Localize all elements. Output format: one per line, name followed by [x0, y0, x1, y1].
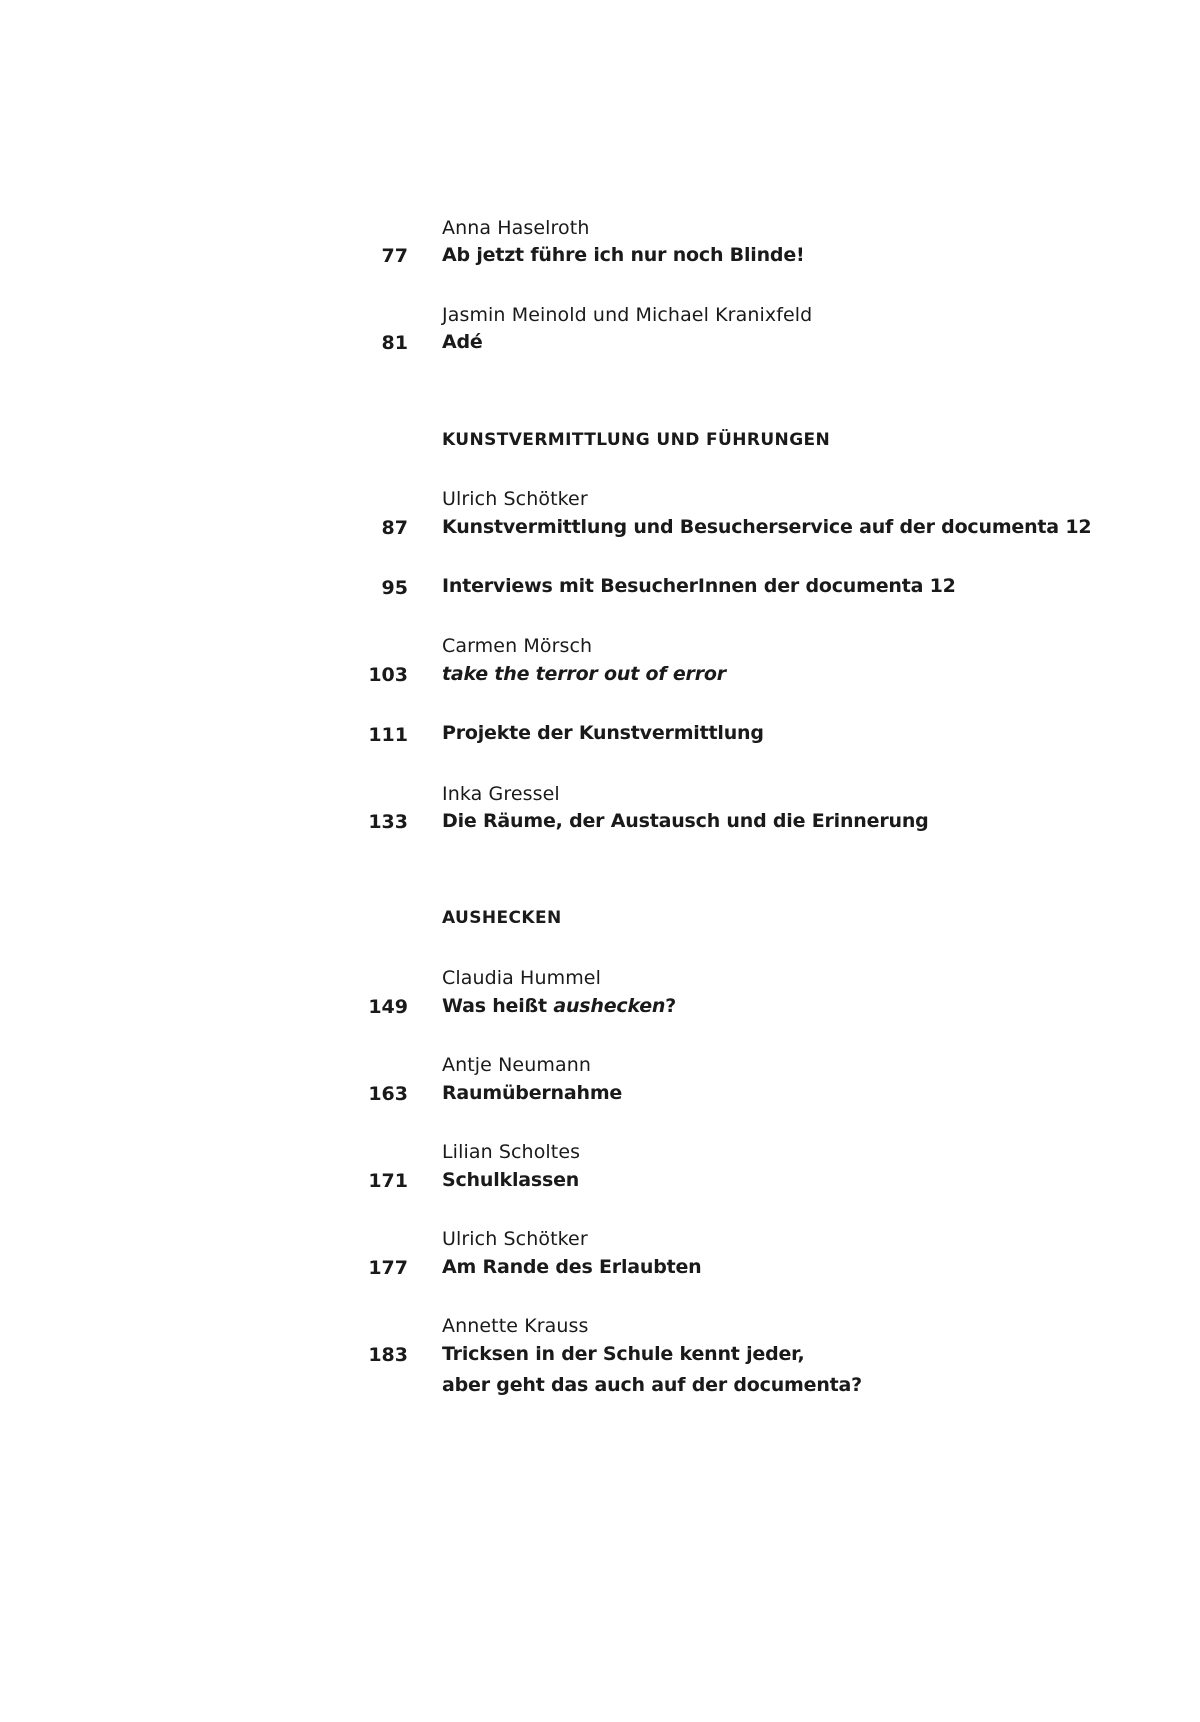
entry-title [442, 1345, 862, 1395]
entry-title: Adé [442, 331, 483, 353]
entry-page-number: 171 [368, 1170, 408, 1192]
entry-author: Lilian Scholtes [442, 1141, 581, 1163]
entry-page-number: 133 [368, 811, 408, 833]
entry-page-number: 163 [368, 1083, 408, 1105]
title-italic-text: aushecken [553, 995, 666, 1017]
entry-page-number: 103 [368, 664, 408, 686]
entry-author: Claudia Hummel [442, 967, 601, 989]
entry-page-number: 183 [368, 1344, 408, 1366]
entry-title: Interviews mit BesucherInnen der documenta 12 [442, 575, 956, 597]
entry-author: Carmen Mörsch [442, 635, 593, 657]
entry-author: Annette Krauss [442, 1315, 589, 1337]
entry-author: Inka Gressel [442, 783, 560, 805]
entry-title: Projekte der Kunstvermittlung [442, 722, 764, 744]
title-line-2: aber geht das auch auf der documenta? [442, 1374, 862, 1396]
entry-title: Kunstvermittlung und Besucherservice auf der documenta 12 [442, 516, 1092, 538]
entry-page-number: 81 [381, 332, 408, 354]
entry-title: Ab jetzt führe ich nur noch Blinde! [442, 244, 805, 266]
entry-title: Schulklassen [442, 1169, 580, 1191]
entry-author: Jasmin Meinold und Michael Kranixfeld [442, 304, 813, 326]
entry-title: Am Rande des Erlaubten [442, 1256, 702, 1278]
entry-page-number: 177 [368, 1257, 408, 1279]
entry-author: Ulrich Schötker [442, 1228, 588, 1250]
entry-title: take the terror out of error [442, 663, 726, 685]
title-line-1: Tricksen in der Schule kennt jeder, [442, 1343, 805, 1365]
entry-page-number: 77 [381, 245, 408, 267]
entry-page-number: 95 [381, 577, 408, 599]
section-heading: AUSHECKEN [442, 908, 562, 928]
entry-title: Raumübernahme [442, 1082, 623, 1104]
section-heading: KUNSTVERMITTLUNG UND FÜHRUNGEN [442, 430, 831, 450]
entry-page-number: 111 [368, 724, 408, 746]
entry-author: Anna Haselroth [442, 217, 590, 239]
entry-author: Ulrich Schötker [442, 488, 588, 510]
entry-page-number: 149 [368, 996, 408, 1018]
title-text: Was heißt [442, 995, 554, 1017]
entry-title [442, 997, 676, 1016]
title-text: ? [665, 995, 677, 1017]
entry-title: Die Räume, der Austausch und die Erinnerung [442, 810, 929, 832]
entry-page-number: 87 [381, 517, 408, 539]
entry-author: Antje Neumann [442, 1054, 591, 1076]
